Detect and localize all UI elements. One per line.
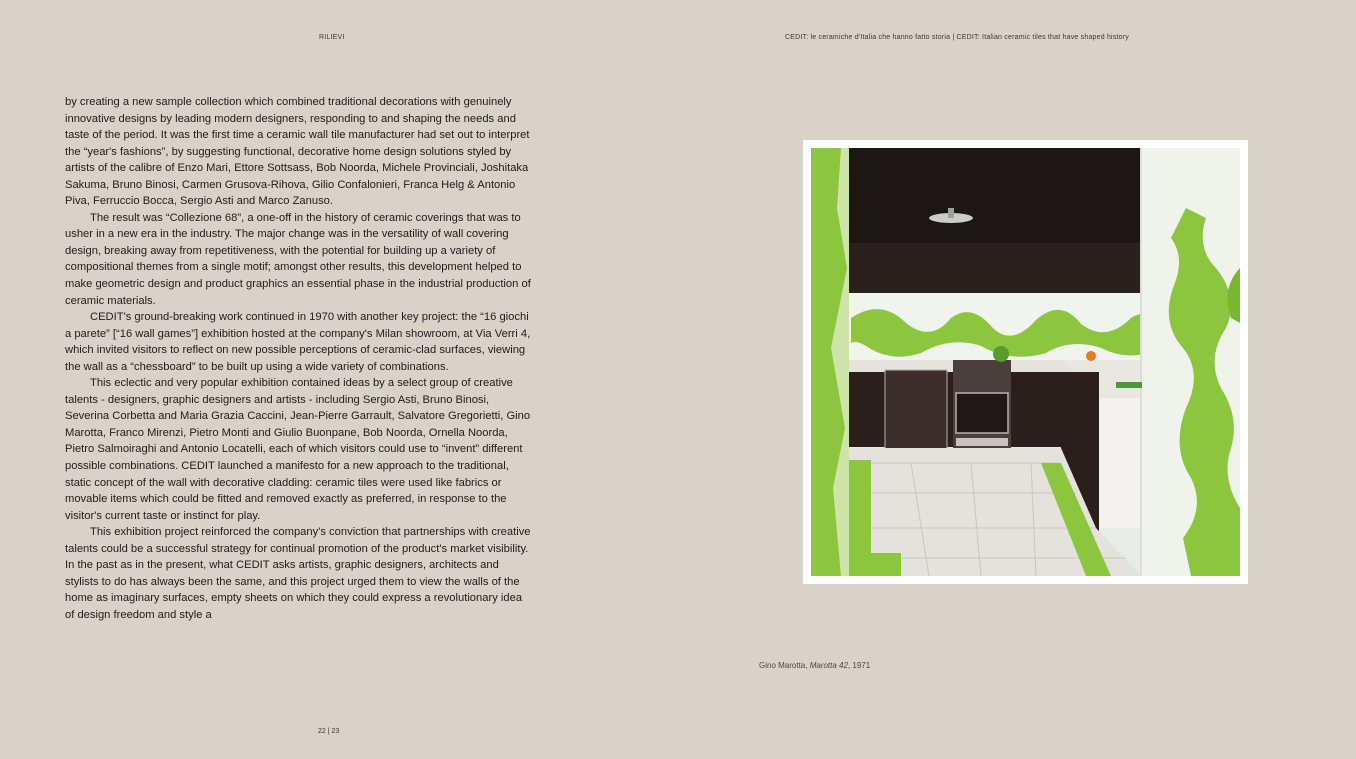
page-numbers: 22 | 23 (318, 728, 340, 735)
paragraph-1: by creating a new sample collection which combined traditional decorations with genuinely innovative designs by leading modern designers, responding to and shaping the needs and taste of the period. It was the first time a ceramic wall tile manufacturer had set out to interpret the “year's fashions”, by suggesting functional, decorative home design solutions styled by artists of the calibre of Enzo Mari, Ettore Sottsass, Bob Noorda, Michele Provinciali, Joshitaka Sakuma, Bruno Binosi, Carmen Grusova-Rihova, Gilio Confalonieri, Franca Helg & Antonio Piva, Ferruccio Bocca, Sergio Asti and Marco Zanuso. (65, 96, 530, 208)
caption-author: Gino Marotta, (759, 661, 810, 670)
body-text (65, 94, 533, 624)
figure-caption (759, 661, 870, 670)
paragraph-2: The result was “Collezione 68”, a one-off in the history of ceramic coverings that was to usher in a new era in the industry. The major change was in the versatility of wall covering design, breaking away from repetitiveness, with the potential for building up a variety of compositional themes from a single motif; amongst other results, this development helped to make geometric design and product graphics an essential phase in the industrial production of ceramic materials. (65, 211, 531, 307)
photo-frame (803, 140, 1248, 584)
caption-work-title: Marotta 42 (809, 661, 848, 670)
paragraph-5: This exhibition project reinforced the company's conviction that partnerships with creative talents could be a successful strategy for continual promotion of the product's market visibility. In the past as in the present, what CEDIT asks artists, graphic designers, architects and stylists to do has always been the same, and this project urged them to view the walls of the home as imaginary surfaces, empty sheets on which they could express a revolutionary idea of design freedom and style a (65, 526, 531, 621)
running-head-left: RILIEVI (319, 34, 345, 41)
kitchen-photo (811, 148, 1240, 576)
paragraph-4: This eclectic and very popular exhibition contained ideas by a select group of creative talents - designers, graphic designers and artists - including Sergio Asti, Bruno Binosi, Severina Corbetta and Maria Grazia Caccini, Jean-Pierre Garrault, Salvatore Gregorietti, Gino Marotta, Franco Mirenzi, Pietro Monti and Giulio Buonpane, Bob Noorda, Ornella Noorda, Pietro Salmoiraghi and Antonio Locatelli, each of which visitors could use to “invent” different possible combinations. CEDIT launched a manifesto for a new approach to the traditional, static concept of the wall with decorative cladding: ceramic tiles were used like fabrics or movable items which could be fitted and removed exactly as preferred, in response to the visitor's current taste or instinct for play. (65, 377, 531, 522)
paragraph-3: CEDIT's ground-breaking work continued in 1970 with another key project: the “16 giochi a parete” [“16 wall games”] exhibition hosted at the company's Milan showroom, at Via Verri 4, which invited visitors to reflect on new possible perceptions of ceramic-clad surfaces, viewing the wall as a “chessboard” to be built up using a wide variety of combinations. (65, 311, 531, 373)
running-head-right: CEDIT: le ceramiche d'Italia che hanno fatto storia | CEDIT: Italian ceramic tiles that have shaped history (785, 34, 1129, 41)
caption-year: , 1971 (847, 661, 871, 670)
